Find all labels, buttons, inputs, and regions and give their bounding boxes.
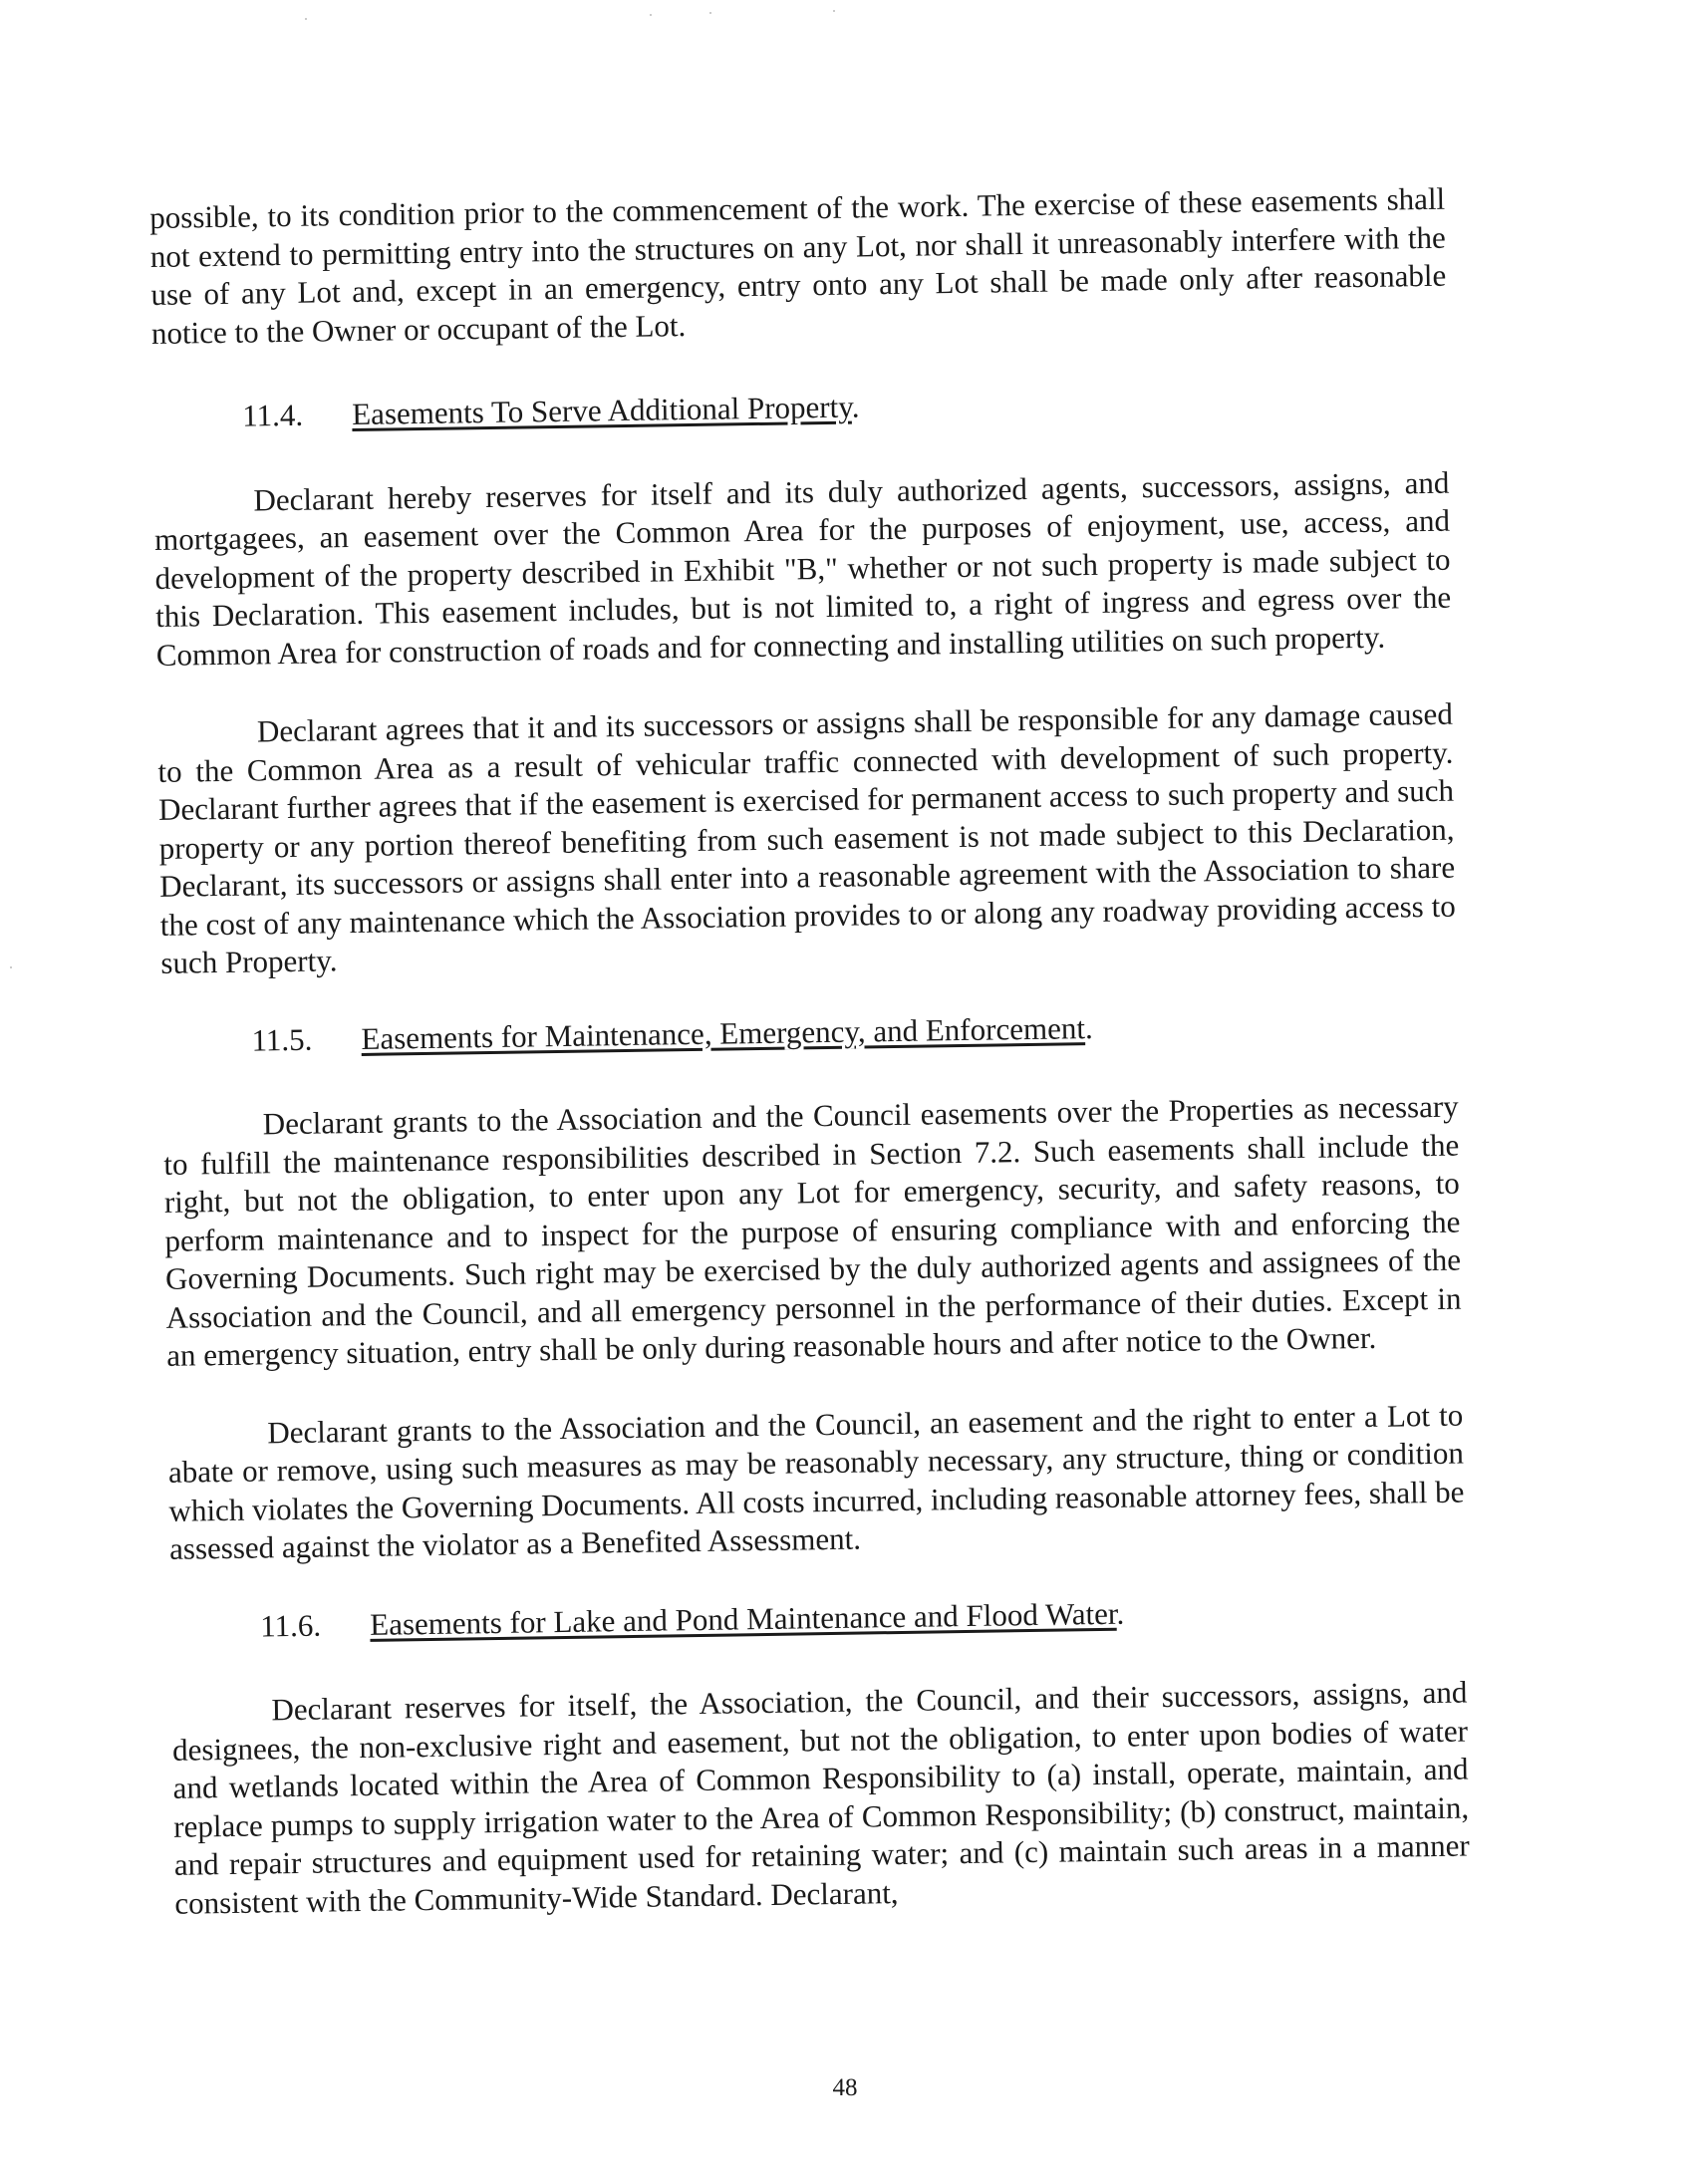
scan-speck	[10, 966, 12, 968]
scan-speck	[709, 12, 711, 14]
paragraph-11-5-a: Declarant grants to the Association and the Council easements over the Properties as necessary to fulfill the maintenance responsibilities described in Section 7.2. Such easements shall include the right, but not the obligation, to enter upon any Lot for emergency, security, and safety reasons, to perform maintenance and to inspect for the purpose of ensuring compliance with and enforcing the Governing Documents. Such right may be exercised by the duly authorized agents and assignees of the Association and the Council, and all emergency personnel in the performance of their duties. Except in an emergency situation, entry shall be only during reasonable hours and after notice to the Owner.	[163, 1088, 1462, 1373]
section-title: Easements for Lake and Pond Maintenance and Flood Water	[369, 1595, 1117, 1642]
body-text	[149, 180, 1471, 1923]
section-title: Easements To Serve Additional Property	[351, 389, 852, 432]
paragraph-11-4-b: Declarant agrees that it and its successors or assigns shall be responsible for any damage caused to the Common Area as a result of vehicular traffic connected with development of such property. Declarant further agrees that if the easement is exercised for permanent access to such property and such property or any portion thereof benefiting from such easement is not made subject to this Declaration, Declarant, its successors or assigns shall enter into a reasonable agreement with the Association to share the cost of any maintenance which the Association provides to or along any roadway providing access to such Property.	[157, 695, 1456, 980]
section-trailing-period: .	[1116, 1595, 1125, 1631]
paragraph-continued: possible, to its condition prior to the commencement of the work. The exercise of these easements shall not extend to permitting entry into the structures on any Lot, nor shall it unreasonably interfere with the use of any Lot and, except in an emergency, entry onto any Lot shall be made only after reasonable notice to the Owner or occupant of the Lot.	[149, 180, 1447, 351]
scan-speck	[305, 18, 307, 20]
section-number: 11.4.	[241, 397, 304, 433]
section-trailing-period: .	[851, 389, 860, 424]
scan-speck	[650, 14, 652, 16]
paragraph-11-4-a: Declarant hereby reserves for itself and its duly authorized agents, successors, assigns, and mortgagees, an easement over the Common Area for the purposes of enjoyment, use, access, and development of the property described in Exhibit "B," whether or not such property is made subject to this Declaration. This easement includes, but is not limited to, a right of ingress and egress over the Common Area for construction of roads and for connecting and installing utilities on such property.	[153, 464, 1452, 673]
paragraph-11-6-a: Declarant reserves for itself, the Association, the Council, and their successors, assigns, and designees, the non-exclusive right and easement, but not the obligation, to enter upon bodies of water and wetlands located within the Area of Common Responsibility to (a) install, operate, maintain, and replace pumps to supply irrigation water to the Area of Common Responsibility; (b) construct, maintain, and repair structures and equipment used for retaining water; and (c) maintain such areas in a manner consistent with the Community-Wide Standard. Declarant,	[171, 1674, 1470, 1921]
section-title: Easements for Maintenance, Emergency, and Enforcement	[361, 1009, 1086, 1056]
scan-speck	[833, 10, 835, 12]
section-trailing-period: .	[1084, 1009, 1093, 1045]
paragraph-11-5-b: Declarant grants to the Association and the Council, an easement and the right to enter a Lot to abate or remove, using such measures as may be reasonably necessary, any structure, thing or condition which violates the Governing Documents. All costs incurred, including reasonable attorney fees, shall be assessed against the violator as a Benefited Assessment.	[167, 1397, 1465, 1566]
section-number: 11.6.	[259, 1607, 322, 1644]
page-number: 48	[832, 2074, 858, 2101]
section-number: 11.5.	[251, 1021, 313, 1058]
